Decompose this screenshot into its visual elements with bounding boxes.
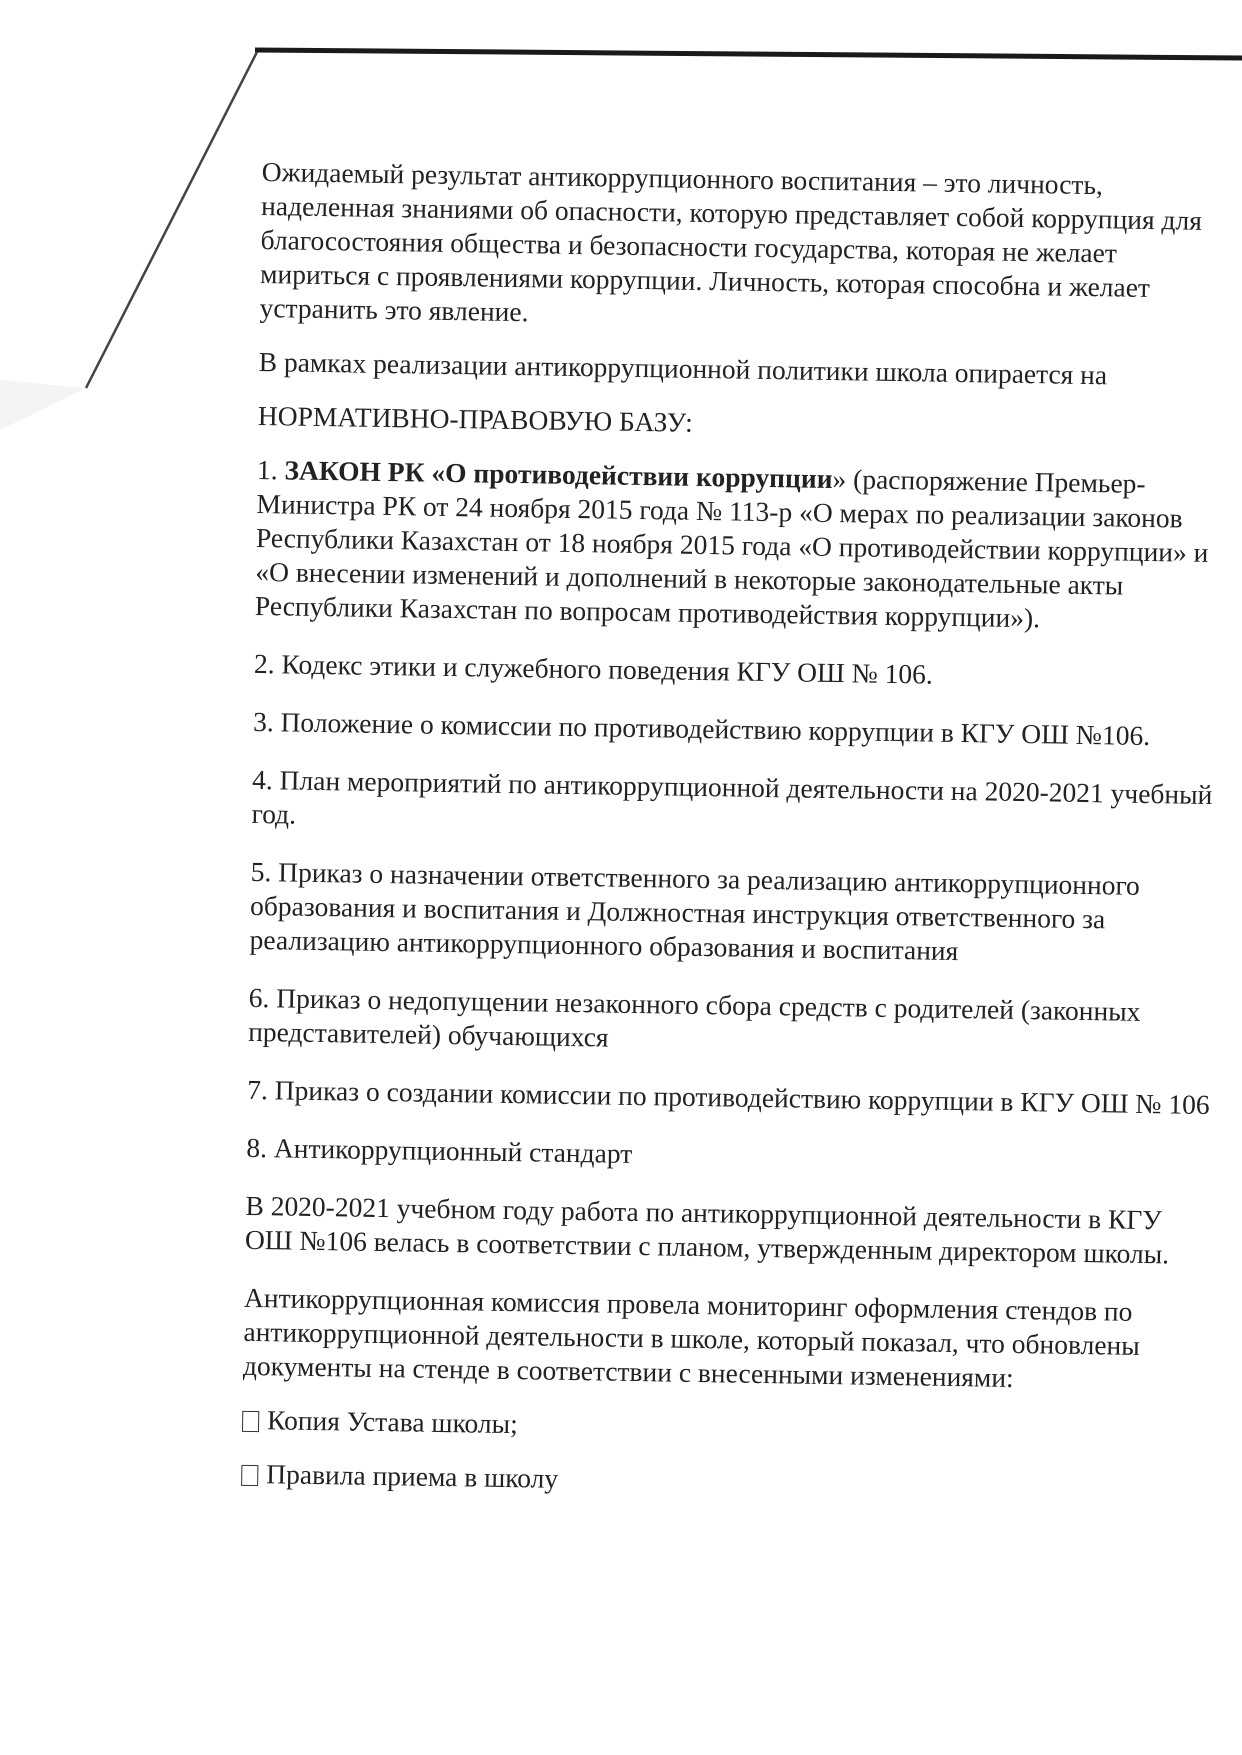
checkbox-square-icon: [241, 1465, 258, 1486]
list-item: 5. Приказ о назначении ответственного за реализацию антикоррупционного образования и воспитания и Должностная инструкция ответственного за реализацию антикоррупционного образования и воспитания: [249, 855, 1141, 967]
checkbox-square-icon: [242, 1411, 259, 1432]
intro-paragraph: Ожидаемый результат антикоррупционного воспитания – это личность, наделенная знаниями об опасности, которую представляет собой коррупция для благосостояния общества и безопасности государства, которая не желает мириться с проявлениями коррупции. Личность, которая способна и желает устранить это явление.: [259, 155, 1203, 328]
monitoring-paragraph: Антикоррупционная комиссия провела мониторинг оформления стендов по антикоррупционной деятельности в школе, который показал, что обновлены документы на стенде в соответствии с внесенными изменениями:: [242, 1281, 1140, 1393]
document-body: [241, 155, 1227, 1526]
bullet-text: Копия Устава школы;: [266, 1404, 519, 1440]
framework-heading: НОРМАТИВНО-ПРАВОВУЮ БАЗУ:: [257, 399, 694, 438]
law-paragraph: [255, 453, 1223, 638]
law-title: ЗАКОН РК «О противодействии коррупции: [284, 454, 833, 495]
list-item: 8. Антикоррупционный стандарт: [246, 1131, 633, 1169]
list-item: 3. Положение о комиссии по противодействию коррупции в КГУ ОШ №106.: [252, 705, 1151, 752]
list-item: 4. План мероприятий по антикоррупционной деятельности на 2020-2021 учебный год.: [251, 763, 1213, 830]
bullet-text: Правила приема в школу: [266, 1458, 559, 1494]
bullet-item: [241, 1457, 1206, 1506]
list-item: 7. Приказ о создании комиссии по противодействию коррупции в КГУ ОШ № 106: [247, 1073, 1210, 1121]
list-item: 6. Приказ о недопущении незаконного сбора средств с родителей (законных представителей) обучающихся: [247, 981, 1141, 1053]
law-number: 1.: [256, 453, 285, 486]
bullet-item: [242, 1403, 1207, 1452]
law-details: » (распоряжение Премьер-Министра РК от 24 ноября 2015 года № 113-р «О мерах по реализации законов Республики Казахстан от 18 ноября 2015 года «О противодействии коррупции» и «О внесении изменений и дополнений в некоторые законодательные акты Республики Казахстан по вопросам противодействия коррупции»).: [254, 463, 1209, 634]
year-work-paragraph: В 2020-2021 учебном году работа по антикоррупционной деятельности в КГУ ОШ №106 велась в соответствии с планом, утвержденным директором школы.: [244, 1189, 1170, 1270]
framework-intro: В рамках реализации антикоррупционной политики школа опирается на: [258, 345, 1108, 391]
list-item: 2. Кодекс этики и служебного поведения КГУ ОШ № 106.: [253, 647, 934, 690]
